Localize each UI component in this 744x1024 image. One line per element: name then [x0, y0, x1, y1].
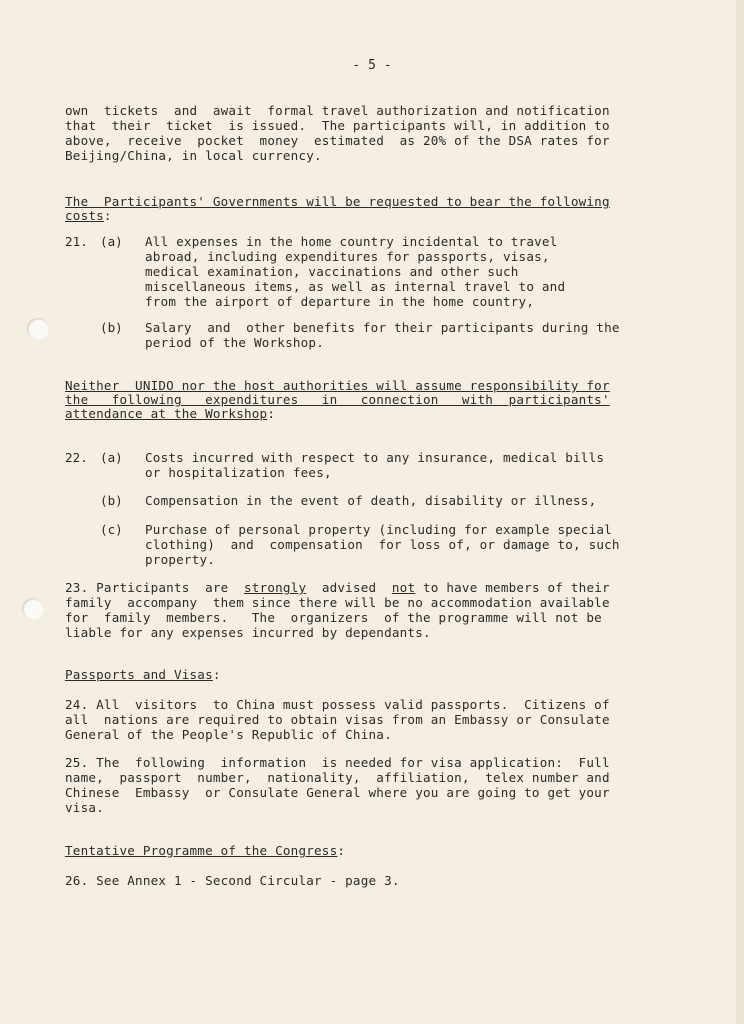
governments-heading-end [65, 208, 683, 223]
punch-hole [27, 318, 49, 340]
item-23-line: for family members. The organizers of the programme will not be [65, 610, 602, 625]
item-label: (c) [100, 522, 123, 537]
item-21a-line: medical examination, vaccinations and other such [145, 264, 519, 279]
intro-line: above, receive pocket money estimated as 20% of the DSA rates for [65, 133, 610, 148]
punch-hole [22, 598, 44, 620]
neither-heading: Neither UNIDO nor the host authorities will assume responsibility for [65, 378, 610, 393]
item-22a-line: Costs incurred with respect to any insurance, medical bills [145, 450, 605, 465]
neither-heading-end [65, 406, 683, 421]
item-21a-line: abroad, including expenditures for passports, visas, [145, 249, 550, 264]
item-24-line: General of the People's Republic of China. [65, 727, 392, 742]
item-label: (b) [100, 493, 123, 508]
item-22c-line: Purchase of personal property (including for example special [145, 522, 612, 537]
intro-line: own tickets and await formal travel authorization and notification [65, 103, 610, 118]
governments-heading: The Participants' Governments will be requested to bear the following [65, 194, 610, 209]
neither-heading: the following expenditures in connection with participants' [65, 392, 610, 407]
item-23-line: liable for any expenses incurred by dependants. [65, 625, 431, 640]
colon: : [337, 843, 346, 858]
item-label: (b) [100, 320, 123, 335]
item-24-line: all nations are required to obtain visas from an Embassy or Consulate [65, 712, 610, 727]
item-label: (a) [100, 450, 123, 465]
heading-text: costs [65, 208, 104, 223]
heading-text: Tentative Programme of the Congress [65, 843, 338, 858]
colon: : [212, 667, 221, 682]
intro-line: Beijing/China, in local currency. [65, 148, 322, 163]
item-21a-line: miscellaneous items, as well as internal travel to and [145, 279, 566, 294]
colon: : [267, 406, 276, 421]
heading-text: Passports and Visas [65, 667, 213, 682]
item-21a-line: All expenses in the home country incidental to travel [145, 234, 558, 249]
item-label: (a) [100, 234, 123, 249]
item-25-line: 25. The following information is needed for visa application: Full [65, 755, 610, 770]
item-23-line: family accompany them since there will be no accommodation available [65, 595, 610, 610]
emphasis-strongly: strongly [244, 580, 307, 595]
page-edge [736, 0, 744, 1024]
item-22a-line: or hospitalization fees, [145, 465, 332, 480]
emphasis-not: not [391, 580, 416, 595]
text: advised [306, 580, 392, 595]
passports-heading [65, 667, 683, 682]
item-number: 22. [65, 450, 88, 465]
item-25-line: name, passport number, nationality, affiliation, telex number and [65, 770, 610, 785]
page-number: - 5 - [352, 58, 392, 73]
item-22c-line: clothing) and compensation for loss of, or damage to, such [145, 537, 620, 552]
item-25-line: visa. [65, 800, 104, 815]
item-21b-line: period of the Workshop. [145, 335, 324, 350]
text: 23. Participants are [65, 580, 244, 595]
intro-line: that their ticket is issued. The participants will, in addition to [65, 118, 610, 133]
programme-heading [65, 843, 683, 858]
item-22c-line: property. [145, 552, 216, 567]
text: to have members of their [415, 580, 610, 595]
item-21a-line: from the airport of departure in the home country, [145, 294, 535, 309]
item-number: 21. [65, 234, 88, 249]
item-26-line: 26. See Annex 1 - Second Circular - page 3. [65, 873, 400, 888]
item-23-line [65, 580, 683, 595]
colon: : [103, 208, 112, 223]
item-25-line: Chinese Embassy or Consulate General where you are going to get your [65, 785, 610, 800]
item-21b-line: Salary and other benefits for their participants during the [145, 320, 620, 335]
item-22b-line: Compensation in the event of death, disability or illness, [145, 493, 597, 508]
heading-text: attendance at the Workshop [65, 406, 268, 421]
item-24-line: 24. All visitors to China must possess valid passports. Citizens of [65, 697, 610, 712]
